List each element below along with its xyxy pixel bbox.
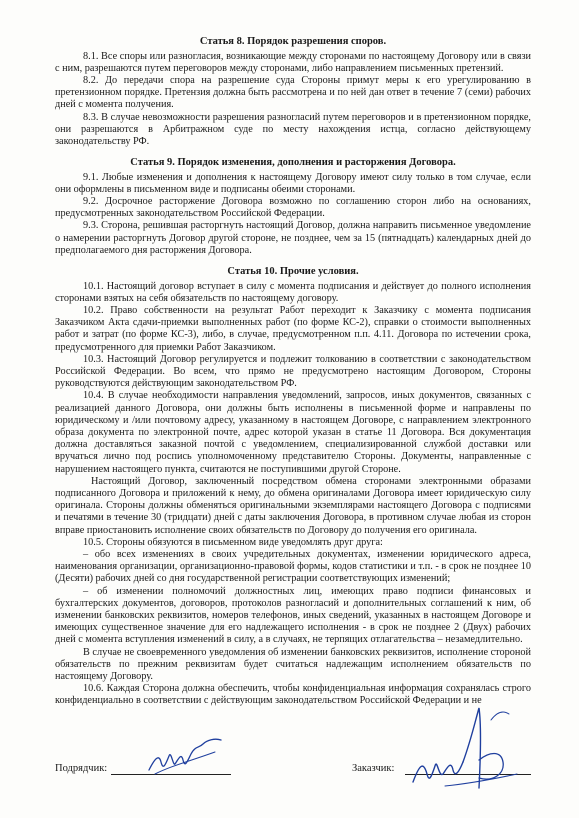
clause-8-2: 8.2. До передачи спора на разрешение суда Стороны примут меры к его урегулированию в претензионном порядке. Претензия должна быть рассмотрена и по ней дан ответ в течение 7 (семи) рабочих дней с момента получения. bbox=[55, 74, 531, 111]
section-spacer bbox=[55, 148, 531, 157]
clause-9-1: 9.1. Любые изменения и дополнения к настоящему Договору имеют силу только в том случае, если они оформлены в письменном виде и подписаны обеими сторонами. bbox=[55, 171, 531, 195]
clause-8-1: 8.1. Все споры или разногласия, возникающие между сторонами по настоящему Договору или в связи с ним, разрешаются путем переговоров между сторонами, либо направлением письменных претензий. bbox=[55, 50, 531, 74]
clause-10-5-item-2: – об изменении полномочий должностных лиц, имеющих право подписи финансовых и бухгалтерских документов, договоров, протоколов разногласий и дополнительных соглашений к ним, об изменении банковских реквизитов, номеров телефонов, иных сведений, указанных в настоящем Договоре и имеющих существенное значение для его надлежащего исполнения - в срок не позднее 2 (Двух) рабочих дней с момента вступления изменений в силу, а в случаях, не терпящих отлагательства – незамедлительно. bbox=[55, 585, 531, 646]
clause-9-2: 9.2. Досрочное расторжение Договора возможно по соглашению сторон либо на основаниях, предусмотренных законодательством Российской Федерации. bbox=[55, 196, 531, 220]
clause-10-1: 10.1. Настоящий договор вступает в силу с момента подписания и действует до полного исполнения сторонами взятых на себя обязательств по настоящему договору. bbox=[55, 280, 531, 304]
clause-10-6: 10.6. Каждая Сторона должна обеспечить, чтобы конфиденциальная информация сохранялась строго конфиденциально в соответствии с действующим законодательством Российской Федерации и не bbox=[55, 683, 531, 707]
document-body bbox=[55, 36, 531, 708]
customer-signature bbox=[405, 700, 525, 795]
clause-10-5: 10.5. Стороны обязуются в письменном виде уведомлять друг друга: bbox=[83, 536, 383, 548]
contractor-label: Подрядчик: bbox=[55, 763, 108, 774]
section-9-title: Статья 9. Порядок изменения, дополнения и расторжения Договора. bbox=[130, 157, 456, 169]
clause-10-5-item-1: – обо всех изменениях в своих учредительных документах, изменении юридического адреса, наименования организации, организационно-правовой формы, кодов статистики и т.п. - в срок не позднее 10 (Десяти) рабочих дней со дня государственной регистрации соответствующих изменений; bbox=[55, 549, 531, 585]
clause-10-2: 10.2. Право собственности на результат Работ переходит к Заказчику с момента подписания Заказчиком Акта сдачи-приемки выполненных работ (по форме КС-2), справки о стоимости выполненных работ и затрат (по форме КС-3), либо, в случае, предусмотренном п.п. 4.11. Договора по истечении срока, предусмотренного для приемки Работ Заказчиком. bbox=[55, 304, 531, 353]
clause-10-4: 10.4. В случае необходимости направления уведомлений, запросов, иных документов, связанных с реализацией данного Договора, они должны быть исполнены в письменной форме и направлены по юридическому и /или почтовому адресу, указанному в настоящем Договоре, с направлением электронного образа документа по электронной почте, адрес которой указан в статье 11 Договора. Вся документация должна доставляться заказной почтой с уведомлением, специализированной службой доставки или вручаться лично под роспись уполномоченному представителю Стороны. Документы, направленные с нарушением настоящего пункта, считаются не поступившими другой Стороне. bbox=[55, 390, 531, 475]
section-spacer bbox=[55, 257, 531, 266]
clause-8-3: 8.3. В случае невозможности разрешения разногласий путем переговоров и в претензионном порядке, они разрешаются в Арбитражном суде по месту нахождения истца, согласно действующему законодательству РФ. bbox=[55, 111, 531, 147]
clause-10-3: 10.3. Настоящий Договор регулируется и подлежит толкованию в соответствии с законодательством Российской Федерации. Во всем, что прямо не предусмотрено настоящим Договором, Стороны руководствуются действующим законодательством РФ. bbox=[55, 353, 531, 390]
contractor-signature bbox=[145, 736, 225, 780]
clause-9-3: 9.3. Сторона, решившая расторгнуть настоящий Договор, должна направить письменное уведомление о намерении расторгнуть Договор другой стороне, не позднее, чем за 15 (пятнадцать) календарных дней до предполагаемого дня расторжения Договора. bbox=[55, 220, 531, 256]
section-8-title: Статья 8. Порядок разрешения споров. bbox=[199, 36, 387, 47]
clause-10-4-electronic: Настоящий Договор, заключенный посредством обмена сторонами электронными образами подписанного Договора и приложений к нему, до обмена оригиналами Договора имеет юридическую силу оригинала. Стороны должны обменяться оригинальными экземплярами настоящего Договора с подписями и печатями в течение 30 (тридцати) дней с даты заключения Договора, в противном случае любая из сторон вправе приостановить исполнение своих обязательств по Договору до получения его оригинала. bbox=[55, 475, 531, 536]
section-10-title: Статья 10. Прочие условия. bbox=[227, 266, 359, 278]
customer-label: Заказчик: bbox=[352, 763, 395, 774]
clause-10-5-bank-note: В случае не своевременного уведомления об изменении банковских реквизитов, исполнение стороной обязательств по прежним реквизитам будет считаться надлежащим исполнением обязательств по настоящему Договору. bbox=[55, 646, 531, 683]
